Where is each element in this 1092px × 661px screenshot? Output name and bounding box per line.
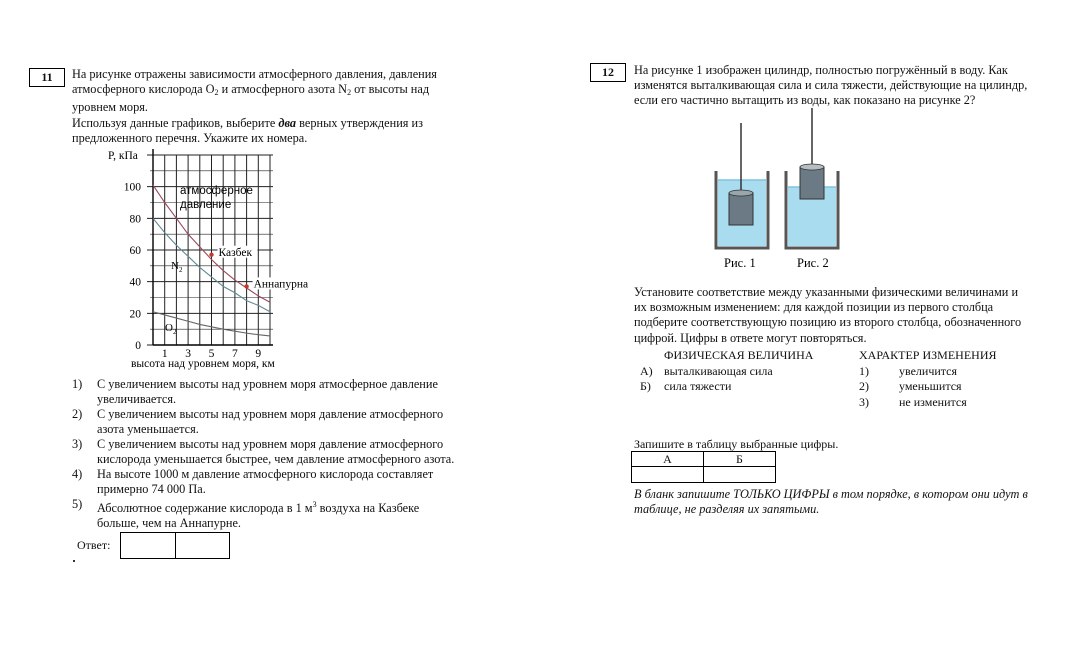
answer-table [120, 532, 230, 559]
chart-label-n2-letter: N [171, 260, 179, 272]
x-tick-label: 3 [185, 348, 191, 360]
pressure-altitude-chart [100, 145, 320, 373]
annotation-label-0: Казбек [218, 246, 253, 259]
q12-answer-b[interactable] [704, 467, 776, 483]
q12-intro-line3: если его частично вытащить из воды, как показано на рисунке 2? [634, 93, 976, 108]
change-1-value: увеличится [899, 364, 958, 378]
q11-option-number: 2) [72, 407, 83, 421]
q12-task-line2: их возможным изменением: для каждой позиции из первого столбца [634, 300, 994, 315]
q12-answer-table [631, 451, 776, 483]
q11-intro-emph: два [278, 115, 297, 130]
chart-label-pressure-2: давление [180, 199, 232, 211]
q11-intro-2c: и атмосферного азота N [218, 82, 348, 97]
col1-header: ФИЗИЧЕСКАЯ ВЕЛИЧИНА [664, 348, 814, 362]
q11-option-3 [72, 437, 498, 468]
q11-option-line: больше, чем на Аннапурне. [97, 516, 242, 531]
quantity-b-key: Б) [640, 379, 651, 393]
fig-1-caption: Рис. 1 [724, 256, 756, 270]
annotation-point-1 [244, 284, 248, 288]
q12-answer-a[interactable] [632, 467, 704, 483]
q12-intro-line1: На рисунке 1 изображен цилиндр, полностью погружённый в воду. Как [634, 63, 1008, 77]
q12-task-line4: цифрой. Цифры в ответе могут повторяться. [634, 330, 867, 345]
q11-option-text [97, 407, 506, 437]
q11-option-4 [72, 467, 498, 498]
chart-label-o2-sub: 2 [172, 328, 177, 336]
q11-option-number: 1) [72, 377, 83, 391]
y-tick-label: 100 [123, 181, 141, 194]
q11-intro-4a: Используя данные графиков, выберите [72, 115, 279, 130]
q11-option-5-b: воздуха на Казбеке [316, 501, 420, 516]
q11-option-text [97, 377, 506, 407]
q12-intro [634, 63, 1060, 109]
q11-intro [72, 67, 498, 146]
q12-task-line1: Установите соответствие между указанными физическими величинами и [634, 285, 1019, 299]
x-tick-label: 1 [161, 348, 168, 360]
q11-option-text [97, 437, 506, 467]
q12-note [634, 487, 1060, 517]
quantity-a-value: выталкивающая сила [664, 364, 773, 378]
q11-intro-line3: уровнем моря. [72, 100, 148, 115]
q11-option-line: примерно 74 000 Па. [97, 482, 206, 497]
answer-cell-1[interactable] [121, 533, 176, 559]
quantity-a-key: А) [640, 364, 653, 378]
x-tick-label: 9 [255, 348, 262, 360]
q12-task [634, 285, 1060, 346]
q11-option-5-a: Абсолютное содержание кислорода в 1 м [97, 501, 313, 516]
q11-intro-line4 [72, 116, 498, 131]
change-3-key: 3) [859, 395, 869, 409]
chart-label-o2 [165, 322, 177, 336]
fig-2-caption: Рис. 2 [797, 256, 829, 270]
x-tick-label: 7 [232, 348, 238, 360]
q11-option-line: С увеличением высоты над уровнем моря давление атмосферного [97, 437, 444, 451]
q11-option-line: азота уменьшается. [97, 422, 199, 437]
annotation-label-1: Аннапурна [253, 278, 309, 291]
q12-intro-line2: изменятся выталкивающая сила и сила тяжести, действующие на цилиндр, [634, 78, 1028, 93]
q11-o2-sub: 2 [214, 88, 219, 98]
q11-intro-line1: На рисунке отражены зависимости атмосферного давления, давления [72, 67, 437, 81]
q11-option-line: На высоте 1000 м давление атмосферного кислорода составляет [97, 467, 434, 481]
q11-option-line: увеличивается. [97, 392, 177, 407]
q11-option-number: 4) [72, 467, 83, 481]
y-tick-label: 60 [129, 245, 141, 257]
chart-label-n2-sub: 2 [178, 266, 183, 274]
x-tick-label: 5 [208, 348, 215, 360]
change-2-key: 2) [859, 379, 869, 393]
change-1-key: 1) [859, 364, 869, 378]
q11-n2-sub: 2 [347, 88, 352, 98]
q11-option-line [97, 497, 506, 516]
quantity-b-value: сила тяжести [664, 379, 732, 393]
question-number-12: 12 [590, 63, 626, 82]
question-number-11: 11 [29, 68, 65, 87]
annotation-point-0 [209, 253, 213, 257]
cylinder-1-top [729, 190, 753, 196]
write-prompt: Запишите в таблицу выбранные цифры. [634, 437, 839, 451]
q11-option-number: 5) [72, 497, 83, 511]
cylinder-1 [729, 193, 753, 225]
cylinder-2-top [800, 164, 824, 170]
q12-note-line1: В бланк запишите ТОЛЬКО ЦИФРЫ в том порядке, в котором они идут в [634, 487, 1028, 501]
y-tick-label: 40 [129, 276, 141, 289]
q11-option-5-sup: 3 [312, 500, 317, 509]
q12-task-line3: подберите соответствующую позицию из второго столбца, обозначенного [634, 315, 1022, 330]
y-tick-label: 80 [129, 213, 141, 226]
change-2-value: уменьшится [899, 379, 962, 393]
q11-intro-4c: верных утверждения из [296, 115, 423, 130]
change-3-value: не изменится [899, 395, 967, 409]
q11-option-number: 3) [72, 437, 83, 451]
q11-intro-2a: атмосферного кислорода O [72, 82, 215, 97]
chart-xlabel: высота над уровнем моря, км [131, 358, 275, 370]
answer-cell-2[interactable] [176, 533, 230, 559]
q11-option-line: кислорода уменьшается быстрее, чем давление атмосферного азота. [97, 452, 455, 467]
q11-option-5 [72, 497, 498, 531]
col2-header: ХАРАКТЕР ИЗМЕНЕНИЯ [859, 348, 997, 362]
q11-option-text [97, 497, 506, 532]
chart-label-pressure-1: атмосферное [180, 185, 253, 197]
q12-header-a: А [632, 452, 704, 467]
chart-label-o2-letter: O [165, 322, 173, 334]
cylinder-2 [800, 167, 824, 199]
q11-option-line: С увеличением высоты над уровнем моря атмосферное давление [97, 377, 438, 391]
y-tick-label: 0 [135, 340, 141, 352]
y-tick-label: 20 [129, 308, 141, 321]
chart-label-n2 [171, 260, 183, 274]
chart-annotations [209, 246, 314, 291]
q12-note-line2: таблице, не разделяя их запятыми. [634, 502, 820, 517]
q11-option-text [97, 467, 506, 497]
answer-label: Ответ: [77, 538, 111, 552]
q12-header-b: Б [704, 452, 776, 467]
chart-ylabel: P, кПа [108, 150, 138, 162]
q11-option-2 [72, 407, 498, 438]
beaker-figures [700, 105, 860, 275]
stray-dot [73, 560, 75, 562]
q11-option-line: С увеличением высоты над уровнем моря давление атмосферного [97, 407, 444, 421]
q11-intro-line5: предложенного перечня. Укажите их номера. [72, 130, 308, 145]
q11-intro-2e: от высоты над [351, 82, 430, 97]
q11-option-1 [72, 377, 498, 408]
q11-intro-line2 [72, 82, 498, 100]
